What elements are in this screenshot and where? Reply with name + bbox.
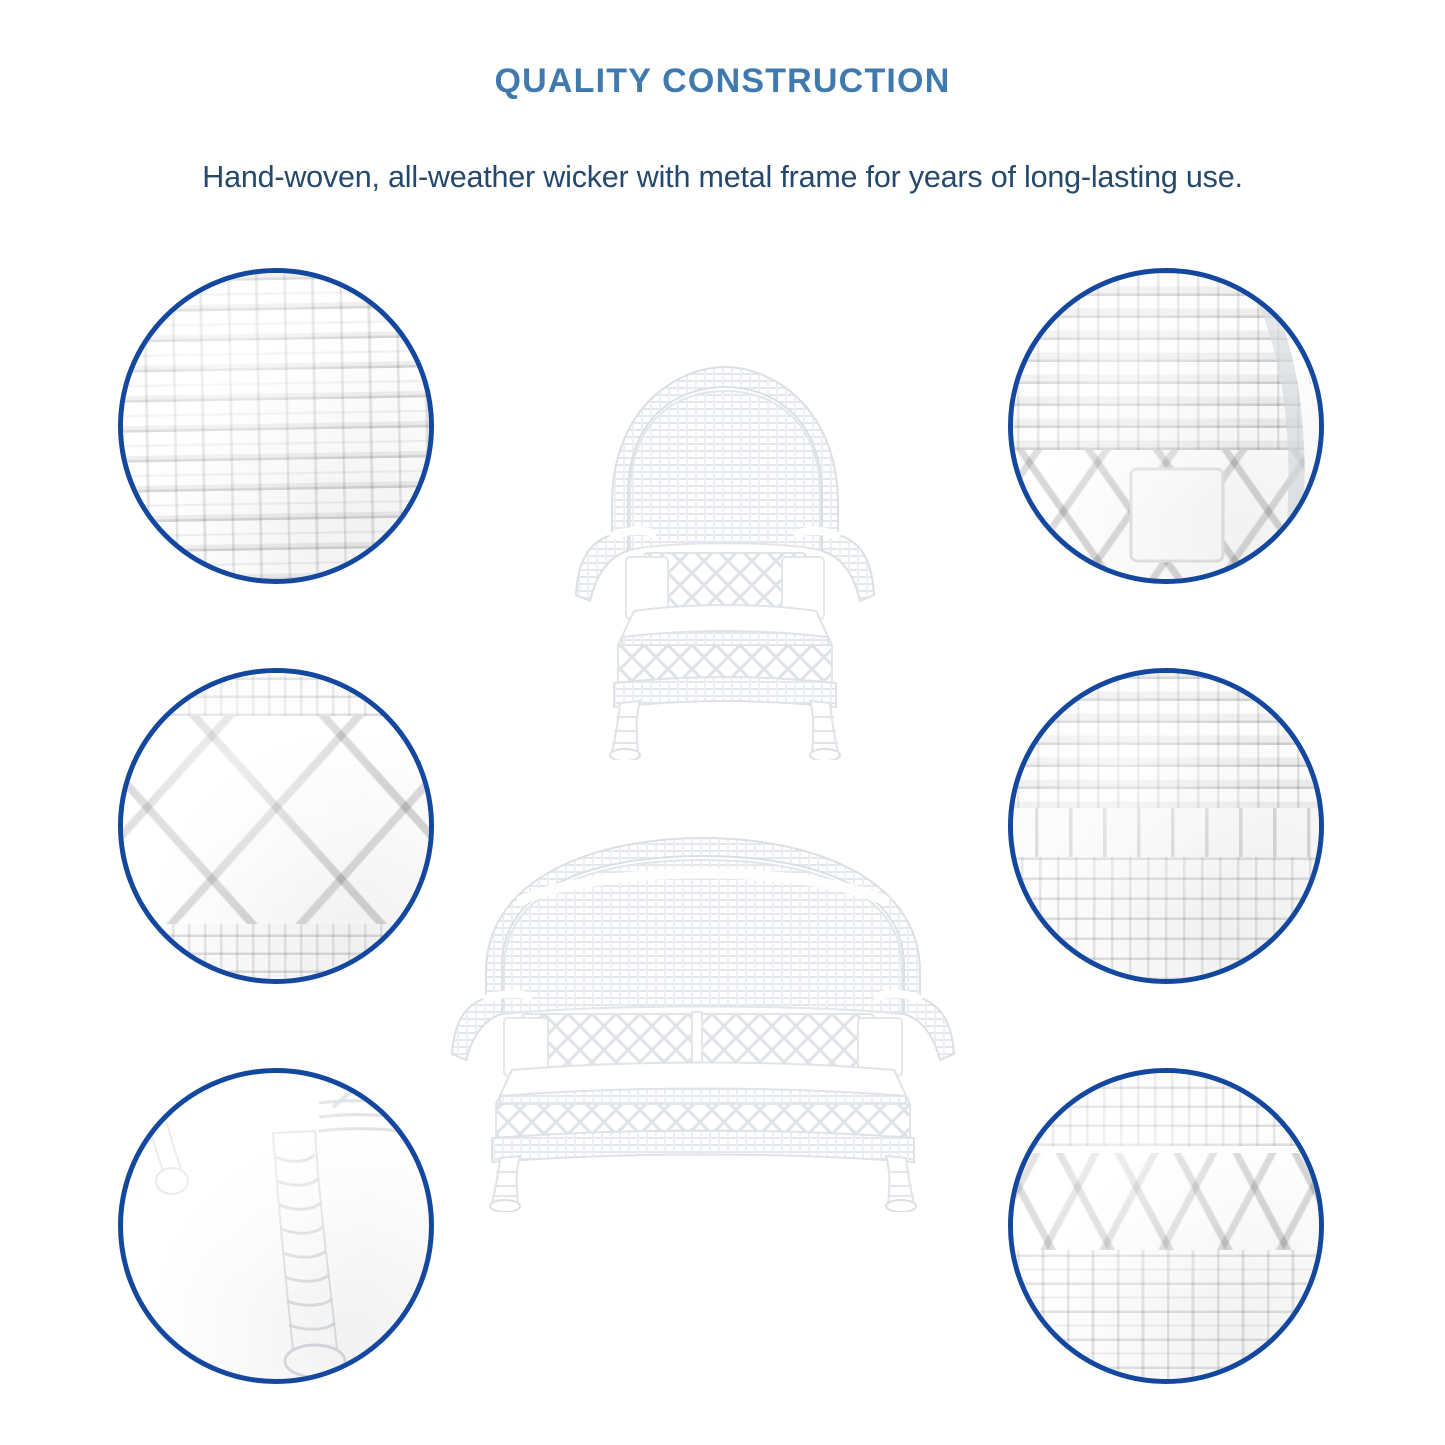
lattice-skirt-texture [1013,1073,1319,1379]
detail-leg-foot-bottom-left [118,1068,434,1384]
lattice-texture [123,673,429,979]
page-subtitle: Hand-woven, all-weather wicker with metal frame for years of long-lasting use. [202,160,1243,194]
detail-chair-back-top-right [1008,268,1324,584]
leg-shape [123,1073,429,1379]
page-title: QUALITY CONSTRUCTION [494,62,951,100]
wicker-armchair [560,345,890,760]
arm-curve-shape [1013,273,1319,579]
detail-lattice-skirt-bottom-right [1008,1068,1324,1384]
detail-lattice-mid-left [118,668,434,984]
detail-woven-panel-mid-right [1008,668,1324,984]
chair-back-closeup [1013,273,1319,579]
detail-basket-weave-top-left [118,268,434,584]
basket-weave-texture [123,273,429,579]
woven-panel-texture [1013,673,1319,979]
leg-foot-closeup [123,1073,429,1379]
wicker-loveseat [448,822,958,1212]
